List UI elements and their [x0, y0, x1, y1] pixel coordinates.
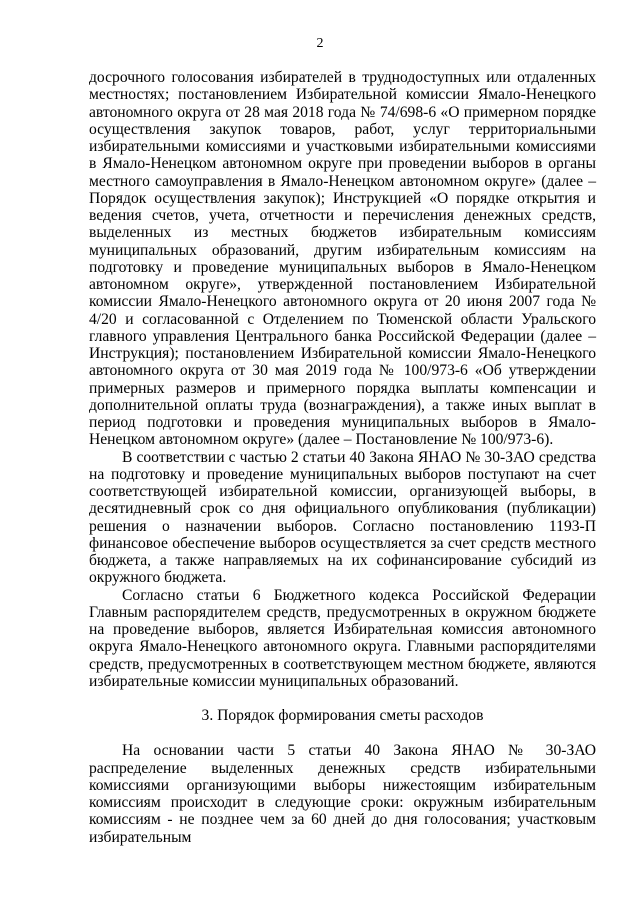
paragraph-budget-code: Согласно статьи 6 Бюджетного кодекса Российской Федерации Главным распорядителем средств, предусмотренных в окружном бюджете на проведение выборов, является Избирательная комиссия автономного округа Ямало-Ненецкого автономного округа. Главными распорядителями средств, предусмотренных в соответствующем местном бюджете, являются избирательные комиссии муниципальных образований. — [89, 586, 596, 690]
section-title: 3. Порядок формирования сметы расходов — [201, 707, 484, 724]
page-number: 2 — [316, 36, 324, 51]
paragraph-article-40-funding: В соответствии с частью 2 статьи 40 Закона ЯНАО № 30-ЗАО средства на подготовку и проведение муниципальных выборов поступают на счет соответствующей избирательной комиссии, организующей выборы, в десятидневный срок со дня официального опубликования (публикации) решения о назначении выборов. Согласно постановлению 1193-П финансовое обеспечение выборов осуществляется за счет средств местного бюджета, а также направляемых на их софинансирование субсидий из окружного бюджета. — [89, 448, 596, 587]
paragraph-distribution-terms: На основании части 5 статьи 40 Закона ЯНАО № 30-ЗАО распределение выделенных денежных средств избирательными комиссиями организующими выборы нижестоящим избирательным комиссиям происходит в следующие сроки: окружным избирательным комиссиям - не позднее чем за 60 дней до дня голосования; участковым избирательным — [89, 742, 596, 846]
document-body — [89, 69, 596, 846]
paragraph-continuation: досрочного голосования избирателей в труднодоступных или отдаленных местностях; постановлением Избирательной комиссии Ямало-Ненецкого автономного округа от 28 мая 2018 года № 74/698-6 «О примерном порядке осуществления закупок товаров, работ, услуг территориальными избирательными комиссиями и участковыми избирательными комиссиями в Ямало-Ненецком автономном округе при проведении выборов в органы местного самоуправления в Ямало-Ненецком автономном округе» (далее – Порядок осуществления закупок); Инструкцией «О порядке открытия и ведения счетов, учета, отчетности и перечисления денежных средств, выделенных из местных бюджетов избирательным комиссиям муниципальных образований, другим избирательным комиссиям на подготовку и проведение муниципальных выборов в Ямало-Ненецком автономном округе», утвержденной постановлением Избирательной комиссии Ямало-Ненецкого автономного округа от 20 июня 2007 года № 4/20 и согласованной с Отделением по Тюменской области Уральского главного управления Центрального банка Российской Федерации (далее – Инструкция); постановлением Избирательной комиссии Ямало-Ненецкого автономного округа от 30 мая 2019 года № 100/973-6 «Об утверждении примерных размеров и примерного порядка выплаты компенсации и дополнительной оплаты труда (вознаграждения), а также иных выплат в период подготовки и проведения муниципальных выборов в Ямало-Ненецком автономном округе» (далее – Постановление № 100/973-6). — [89, 69, 596, 449]
